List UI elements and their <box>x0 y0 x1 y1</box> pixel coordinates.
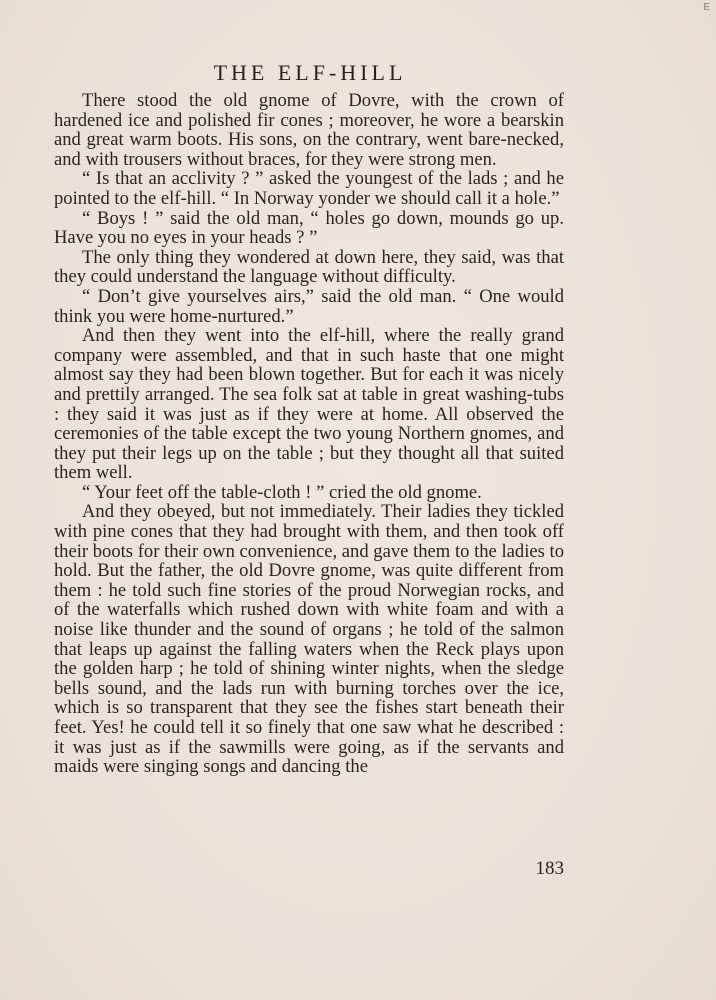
running-title: THE ELF-HILL <box>213 60 407 85</box>
paragraph: “ Don’t give yourselves airs,” said the old man. “ One would think you were home-nurtured.” <box>54 285 564 327</box>
paragraph: “ Your feet off the table-cloth ! ” cried the old gnome. <box>82 481 482 503</box>
body-text <box>54 91 564 777</box>
paragraph: And they obeyed, but not immediately. Their ladies they tickled with pine cones that they had brought with them, and then took off their boots for their own convenience, and gave them to the ladies to hold. But the father, the old Dovre gnome, was quite different from them : he told such fine stories of the proud Norwegian rocks, and of the waterfalls which rushed down with white foam and with a noise like thunder and the sound of organs ; he told of the salmon that leaps up against the falling waters when the Reck plays upon the golden harp ; he told of shining winter nights, when the sledge bells sound, and the lads run with burning torches over the ice, which is so transparent that they see the fishes start beneath their feet. Yes! he could tell it so finely that one saw what he described : it was just as if the sawmills were going, as if the servants and maids were singing songs and dancing the <box>54 501 564 778</box>
paragraph: There stood the old gnome of Dovre, with the crown of hardened ice and polished fir cones ; moreover, he wore a bearskin and great warm boots. His sons, on the contrary, went bare-necked, and with trousers without braces, for they were strong men. <box>54 90 564 170</box>
paragraph: The only thing they wondered at down here, they said, was that they could understand the language without difficulty. <box>54 246 564 288</box>
corner-mark: E <box>703 2 710 13</box>
page-number: 183 <box>535 858 564 879</box>
paragraph: “ Boys ! ” said the old man, “ holes go down, mounds go up. Have you no eyes in your heads ? ” <box>54 207 564 249</box>
paragraph: And then they went into the elf-hill, where the really grand company were assembled, and that in such haste that one might almost say they had been blown together. But for each it was nicely and prettily arranged. The sea folk sat at table in great washing-tubs : they said it was just as if they were at home. All observed the ceremonies of the table except the two young Northern gnomes, and they put their legs up on the table ; but they thought all that suited them well. <box>54 325 564 484</box>
paragraph: “ Is that an acclivity ? ” asked the youngest of the lads ; and he pointed to the elf-hill. “ In Norway yonder we should call it a hole.” <box>54 168 564 209</box>
